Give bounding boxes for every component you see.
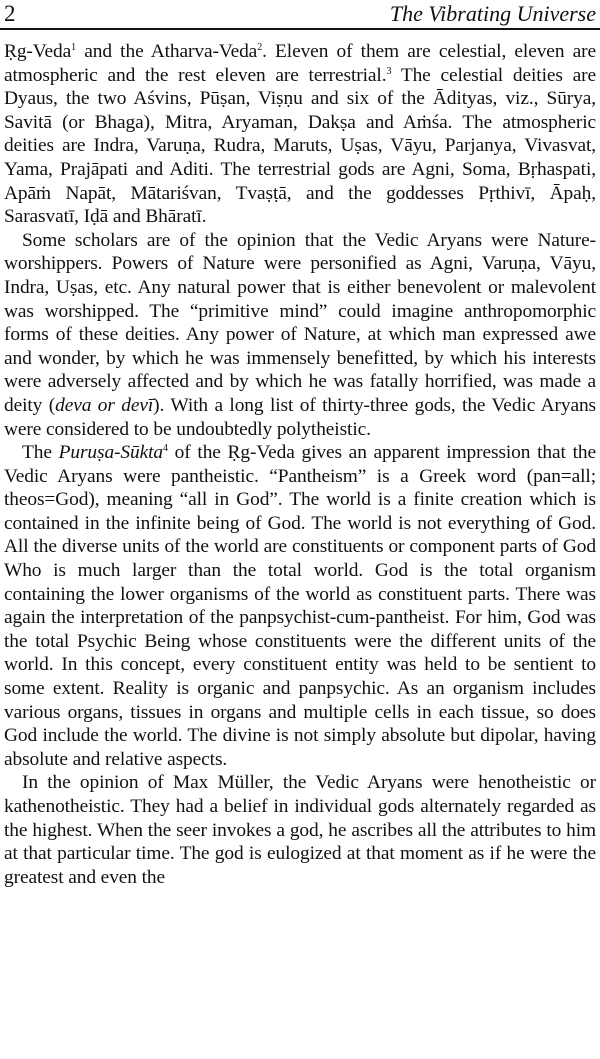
paragraph-4: In the opinion of Max Müller, the Vedic Aryans were henotheistic or kathenotheistic. They had a belief in individual gods alternately regarded as the highest. When the seer invokes a god, he ascribes all the attributes to him at that particular time. The god is eulogized at that moment as if he were the greatest and even the bbox=[4, 772, 596, 888]
page-header bbox=[0, 0, 600, 30]
footnote-ref: 4 bbox=[163, 443, 168, 455]
footnote-ref: 3 bbox=[386, 65, 392, 77]
body-text bbox=[4, 40, 596, 889]
footnote-ref: 1 bbox=[71, 42, 77, 53]
footnote-ref: 2 bbox=[257, 42, 263, 53]
paragraph-2: Some scholars are of the opinion that the Vedic Aryans were Nature-worshippers. Powers of Nature were personified as Agni, Varuṇa, Vāyu, Indra, Uṣas, etc. Any natural power that is either benevolent or malevolent was worshipped. The “primitive mind” could imagine anthropomorphic forms of these deities. Any power of Nature, at which man expressed awe and wonder, by which he was immensely benefitted, by which his interests were adversely affected and by which he was fatally horrified, was made a deity (deva or devī). With a long list of thirty-three gods, the Vedic Aryans were considered to be undoubtedly polytheistic. bbox=[4, 229, 596, 440]
emphasis: Puruṣa-Sūkta bbox=[58, 442, 163, 464]
page-number: 2 bbox=[4, 1, 16, 26]
running-title: The Vibrating Universe bbox=[389, 1, 596, 26]
emphasis: deva or devī bbox=[55, 394, 154, 416]
paragraph-3: The Puruṣa-Sūkta$^4$ of the Ṛg-Veda gives an apparent impression that the Vedic Aryans were pantheistic. “Pantheism” is a Greek word (pan=all; theos=God), meaning “all in God”. The world is a finite creation which is contained in the infinite being of God. The world is not everything of God. All the diverse units of the world are constituents or component parts of God Who is much larger than the total world. God is the total organism containing the lower organisms of the world as constituent parts. There was again the interpretation of the panpsychist-cum-pantheist. For him, God was the total Psychic Being whose constituents were the different units of the world. In this concept, every constituent entity was held to be sentient to some extent. Reality is organic and panpsychic. As an organism includes various organs, tissues in organs and multiple cells in each tissue, so does God include the world. The divine is not simply absolute but dipolar, having absolute and relative aspects. bbox=[4, 442, 596, 770]
paragraph-1: Ṛg-Veda$^1$ and the Atharva-Veda$^2$. Eleven of them are celestial, eleven are atmospheric and the rest eleven are terrestrial.$^3$ The celestial deities are Dyaus, the two Aśvins, Pūṣan, Viṣṇu and six of the Ādityas, viz., Sūrya, Savitā (or Bhaga), Mitra, Aryaman, Dakṣa and Aṁśa. The atmospheric deities are Indra, Varuṇa, Rudra, Maruts, Uṣas, Vāyu, Parjanya, Vivasvat, Yama, Prajāpati and Aditi. The terrestrial gods are Agni, Soma, Bṛhaspati, Apāṁ Napāt, Mātariśvan, Tvaṣṭā, and the goddesses Pṛthivī, Āpaḥ, Sarasvatī, Iḍā and Bhāratī. bbox=[4, 41, 596, 228]
